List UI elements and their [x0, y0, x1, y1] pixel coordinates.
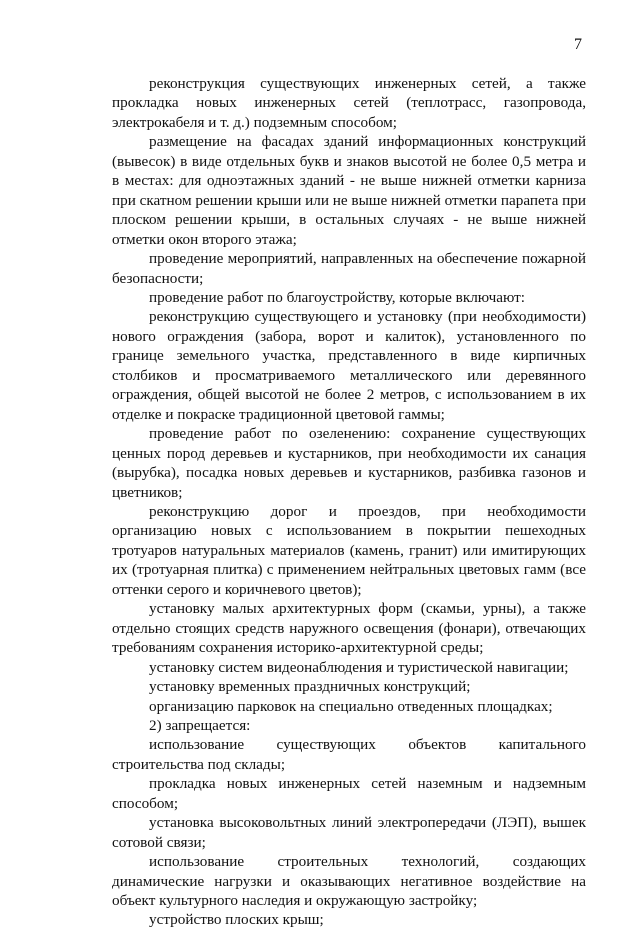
- paragraph-fire-safety: проведение мероприятий, направленных на обеспечение пожарной безопасности;: [112, 250, 586, 287]
- paragraph-overground-networks: прокладка новых инженерных сетей наземным и надземным способом;: [112, 775, 586, 812]
- page-number: 7: [574, 36, 582, 53]
- document-body: [112, 74, 586, 930]
- paragraph-warehouses: использование существующих объектов капитального строительства под склады;: [112, 736, 586, 773]
- paragraph-small-forms: установку малых архитектурных форм (скамьи, урны), а также отдельно стоящих средств наружного освещения (фонари), отвечающих требованиям сохранения историко-архитектурной среды;: [112, 600, 586, 657]
- paragraph-power-lines: установка высоковольтных линий электропередачи (ЛЭП), вышек сотовой связи;: [112, 814, 586, 851]
- paragraph-landscaping-intro: проведение работ по благоустройству, которые включают:: [149, 288, 525, 306]
- paragraph-temporary-structures: установку временных праздничных конструкций;: [149, 678, 471, 696]
- paragraph-fencing: реконструкцию существующего и установку (при необходимости) нового ограждения (забора, ворот и калиток), установленного по границе земельного участка, представленного в виде кирпичных столбиков и просматриваемого металлического или деревянного ограждения, общей высотой не более 2 метров, с использованием в их отделке и покраске традиционной цветовой гаммы;: [112, 308, 586, 423]
- paragraph-parking: организацию парковок на специально отведенных площадках;: [149, 697, 553, 715]
- paragraph-video-surveillance: установку систем видеонаблюдения и туристической навигации;: [149, 658, 569, 676]
- paragraph-utility-networks: реконструкция существующих инженерных сетей, а также прокладка новых инженерных сетей (теплотрасс, газопровода, электрокабеля и т. д.) подземным способом;: [112, 75, 586, 131]
- paragraph-roads: реконструкцию дорог и проездов, при необходимости организацию новых с использованием в покрытии пешеходных тротуаров натуральных материалов (камень, гранит) или имитирующих их (тротуарная плитка) с применением нейтральных цветовых гамм (все оттенки серого и коричневого цветов);: [112, 502, 586, 598]
- paragraph-flat-roofs: устройство плоских крыш;: [149, 911, 324, 929]
- paragraph-greening: проведение работ по озеленению: сохранение существующих ценных пород деревьев и кустарников, при необходимости их санация (вырубка), посадка новых деревьев и кустарников, разбивка газонов и цветников;: [112, 425, 586, 501]
- section-heading-prohibited: 2) запрещается:: [149, 716, 251, 734]
- paragraph-construction-technologies: использование строительных технологий, создающих динамические нагрузки и оказывающих негативное воздействие на объект культурного наследия и окружающую застройку;: [112, 853, 586, 910]
- paragraph-facade-signage: размещение на фасадах зданий информационных конструкций (вывесок) в виде отдельных букв и знаков высотой не более 0,5 метра и в местах: для одноэтажных зданий - не выше нижней отметки карниза при скатном решении крыши или не выше нижней отметки парапета при плоском решении крыши, в остальных случаях - не выше нижней отметки окон второго этажа;: [112, 133, 586, 248]
